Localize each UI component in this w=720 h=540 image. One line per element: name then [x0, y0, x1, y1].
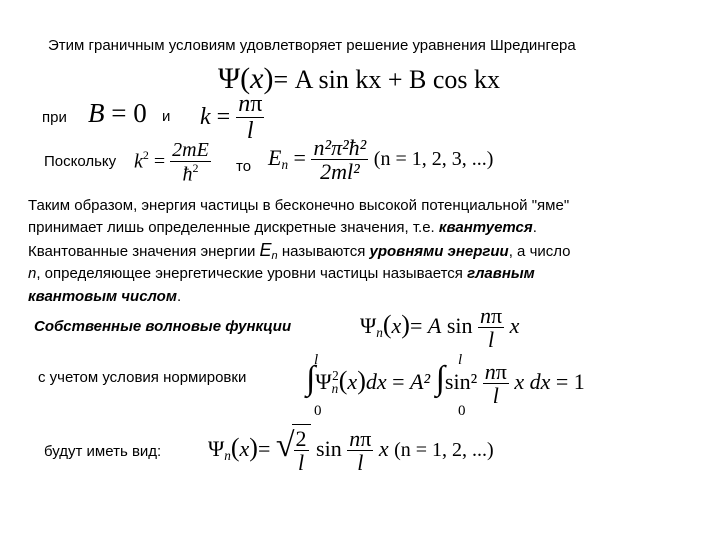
header-text: Этим граничным условиям удовлетворяет решение уравнения Шредингера [48, 37, 576, 54]
energy-levels-formula [268, 136, 493, 184]
hbar-symbol: ħ [182, 163, 193, 186]
psi-symbol: Ψ [218, 62, 241, 95]
lower-limit-2: 0 [458, 403, 466, 419]
psi-symbol: Ψ [315, 369, 332, 395]
var-x: x [391, 313, 402, 339]
solution-rhs: = A sin kx + B cos kx [273, 65, 500, 94]
exp-2: 2 [332, 367, 339, 383]
integral-sign: ∫ [435, 360, 445, 398]
eigenfunction-formula: $\Psi_n(x)= A$ sin $\frac{n\pi}{l}$ x [360, 303, 520, 353]
paragraph-line-1: Таким образом, энергия частицы в бесконечно высокой потенциальной "яме" [28, 197, 570, 214]
paragraph-line-4 [28, 265, 535, 282]
upper-limit-1: l [314, 352, 319, 368]
eq-sign: = [409, 313, 423, 339]
sin-squared: sin² [444, 369, 478, 395]
var-x: x [347, 369, 358, 395]
b-zero-formula [88, 100, 147, 127]
energy-denominator: 2ml² [320, 159, 360, 185]
psi-symbol: Ψ [360, 313, 377, 339]
term-kvantuetsya: квантуется [438, 219, 533, 236]
var-k: k [200, 103, 211, 130]
text-segment: , а число [508, 243, 571, 260]
sin-function: sin [446, 313, 473, 339]
label-poskolku: Поскольку [44, 153, 117, 170]
exp-2: 2 [142, 147, 149, 162]
exp-2: 2 [192, 161, 199, 175]
text-segment: принимает лишь определенные дискретные значения, т.е. [28, 219, 439, 236]
var-k: k [134, 150, 143, 173]
eq-sign: = [153, 150, 166, 173]
pi-symbol: π [495, 359, 507, 384]
var-x: x [250, 62, 264, 95]
var-l: l [357, 450, 364, 476]
equals-one: = 1 [555, 369, 585, 395]
text-segment: Квантованные значения энергии [28, 243, 260, 260]
var-E: E [268, 145, 282, 171]
var-l: l [487, 327, 495, 353]
var-x: x [509, 313, 520, 339]
integral-sign: ∫ [306, 360, 316, 398]
var-n: n [238, 91, 251, 117]
n-values-energy: (n = 1, 2, 3, ...) [373, 148, 494, 171]
var-l: l [492, 383, 499, 409]
k-formula [200, 92, 264, 145]
var-A: A [427, 313, 442, 339]
eigenfunctions-label: Собственные волновые функции [34, 318, 292, 335]
a-squared: A² [410, 369, 431, 395]
normalization-formula: $\int\Psi_n^2(x)dx = A^2$ ∫sin² $\frac{n\pi}{l}$ x dx = 1 [306, 359, 585, 409]
result-label: будут иметь вид: [44, 443, 162, 460]
sub-n: n [271, 250, 278, 262]
k-squared-formula [134, 140, 211, 185]
dx-term: dx [365, 369, 387, 395]
var-x: x [239, 436, 250, 462]
upper-limit-2: l [458, 352, 463, 368]
paragraph-line-3 [28, 242, 571, 265]
psi-symbol: Ψ [208, 436, 225, 462]
paragraph-line-5 [28, 288, 181, 305]
text-segment: называются [277, 243, 370, 260]
text-segment: . [176, 288, 182, 305]
term-urovni-energii: уровнями энергии [369, 243, 509, 260]
sub-n: n [331, 381, 339, 397]
normalization-label: с учетом условия нормировки [38, 369, 247, 386]
sqrt-symbol: √ [275, 427, 295, 465]
sub-n: n [376, 325, 383, 341]
pi-symbol: π [250, 91, 263, 117]
pi-symbol: π [491, 303, 503, 328]
eq-zero: = 0 [111, 98, 147, 128]
eq-sign: = [392, 369, 405, 395]
text-segment: . [532, 219, 537, 236]
text-segment: , определяющее энергетические уровни частицы называется [36, 265, 468, 282]
var-l: l [246, 118, 254, 145]
sub-n: n [224, 448, 231, 464]
energy-numerator: n²π²ħ² [313, 135, 367, 160]
x-dx-term: x dx [514, 369, 551, 395]
var-n: n [349, 426, 361, 451]
sin-function: sin [316, 436, 342, 462]
schrodinger-solution-formula: Ψ(x)= A sin kx + B cos kx [218, 62, 500, 95]
term-kvantovym-chislom: квантовым числом [28, 288, 177, 305]
var-n: n [480, 303, 491, 328]
numerator-2mE: 2mE [172, 139, 209, 161]
var-B: B [88, 98, 105, 128]
var-E: E [259, 240, 272, 260]
label-i: и [162, 108, 171, 125]
numerator-2: 2 [295, 426, 307, 451]
normalized-eigenfunction-formula: $\Psi_n(x)=$ √ $\frac{2}{l}$ sin $\frac{n\pi}{l}$ x (n = 1, 2, ...) [208, 426, 494, 476]
eq-sign: = [257, 436, 271, 462]
n-values-result: (n = 1, 2, ...) [394, 439, 494, 462]
paragraph-line-2 [28, 219, 537, 236]
var-n: n [484, 359, 496, 384]
label-pri: при [42, 109, 67, 126]
var-n: n [28, 265, 37, 282]
term-glavnym: главным [467, 265, 535, 282]
label-to: то [236, 158, 252, 175]
eq-sign: = [293, 145, 306, 171]
var-l: l [297, 450, 305, 476]
pi-symbol: π [360, 426, 372, 451]
sub-n: n [281, 157, 289, 173]
lower-limit-1: 0 [314, 403, 322, 419]
var-x: x [378, 436, 389, 462]
eq-sign: = [216, 103, 231, 130]
